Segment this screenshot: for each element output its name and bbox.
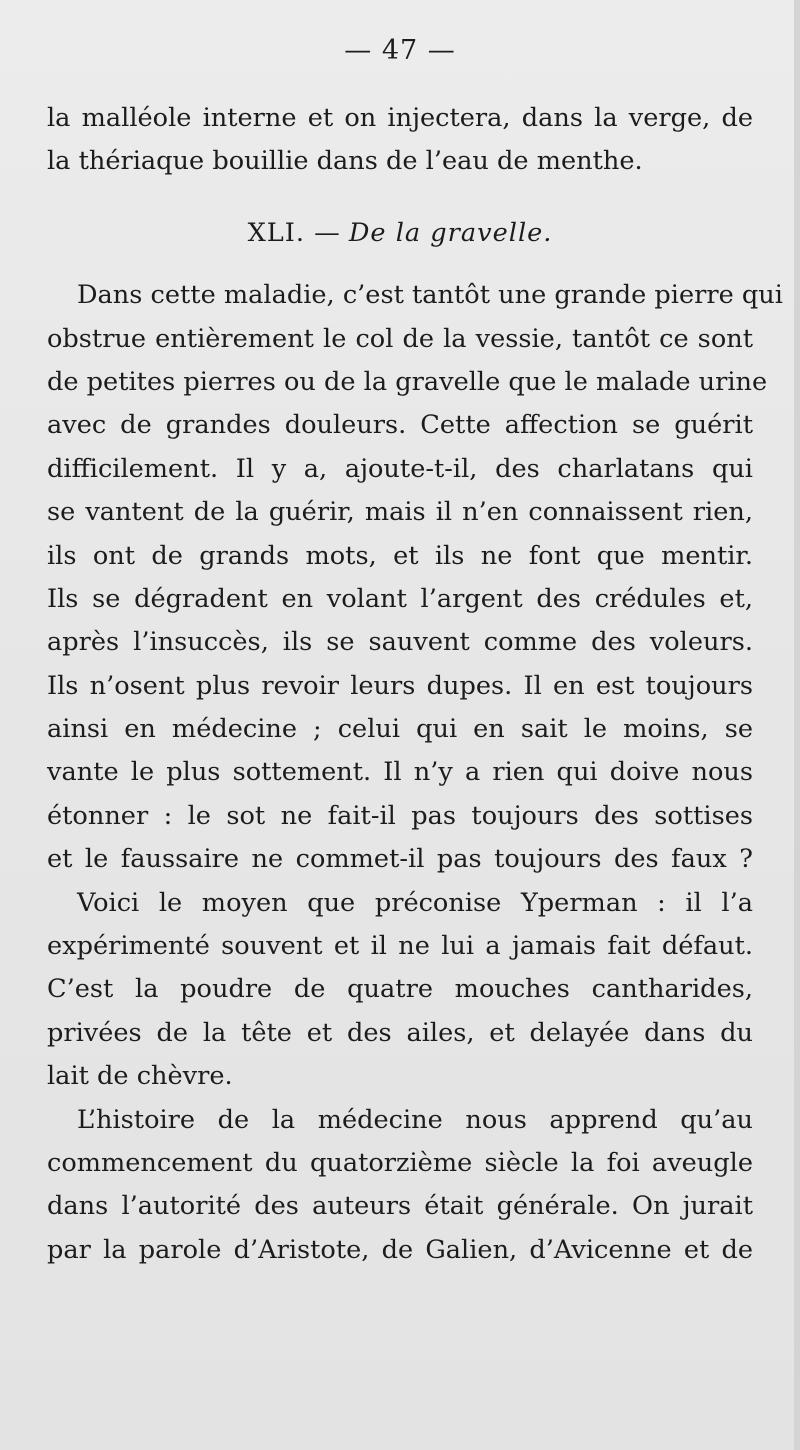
text-line: obstrue entièrement le col de la vessie, tantôt ce sont [47, 323, 753, 354]
text-line: après l’insuccès, ils se sauvent comme des voleurs. [47, 627, 753, 658]
text-line: de petites pierres ou de la gravelle que le malade urine [47, 366, 768, 397]
section-title: De la gravelle. [348, 217, 553, 248]
text-line: et le faussaire ne commet-il pas toujours des faux ? [47, 844, 753, 875]
page-edge [794, 0, 800, 1450]
text-line: Ils se dégradent en volant l’argent des crédules et, [47, 583, 753, 614]
body-text [47, 97, 783, 1272]
text-line: C’est la poudre de quatre mouches cantharides, [47, 974, 753, 1005]
text-line: dans l’autorité des auteurs était générale. On jurait [47, 1191, 753, 1222]
text-line: vante le plus sottement. Il n’y a rien qui doive nous [47, 757, 753, 788]
text-line: la malléole interne et on injectera, dans la verge, de [47, 103, 753, 133]
paragraph [47, 1099, 753, 1273]
text-line: L’histoire de la médecine nous apprend qu’au [77, 1104, 753, 1135]
text-line: privées de la tête et des ailes, et delayée dans du [47, 1017, 753, 1048]
text-line: Voici le moyen que préconise Yperman : il l’a [77, 887, 753, 918]
text-line: Ils n’osent plus revoir leurs dupes. Il en est toujours [47, 670, 753, 701]
text-line: difficilement. Il y a, ajoute-t-il, des charlatans qui [47, 453, 753, 484]
text-line: commencement du quatorzième siècle la foi aveugle [47, 1147, 753, 1178]
section-heading [47, 212, 753, 255]
text-line: la thériaque bouillie dans de l’eau de menthe. [47, 146, 643, 177]
paragraph [47, 882, 753, 1099]
text-line: étonner : le sot ne fait-il pas toujours des sottises [47, 800, 753, 831]
text-line: expérimenté souvent et il ne lui a jamais fait défaut. [47, 931, 753, 962]
text-line: ils ont de grands mots, et ils ne font que mentir. [47, 540, 753, 571]
text-line: avec de grandes douleurs. Cette affection se guérit [47, 410, 753, 441]
text-line: Dans cette maladie, c’est tantôt une grande pierre qui [77, 280, 783, 311]
text-line: se vantent de la guérir, mais il n’en connaissent rien, [47, 497, 753, 528]
text-line: ainsi en médecine ; celui qui en sait le moins, se [47, 714, 753, 745]
paragraph [47, 274, 783, 881]
section-number: XLI. — [247, 217, 341, 248]
text-line: par la parole d’Aristote, de Galien, d’Avicenne et de [47, 1234, 753, 1265]
text-line: lait de chèvre. [47, 1061, 233, 1092]
page-number: — 47 — [344, 35, 456, 66]
